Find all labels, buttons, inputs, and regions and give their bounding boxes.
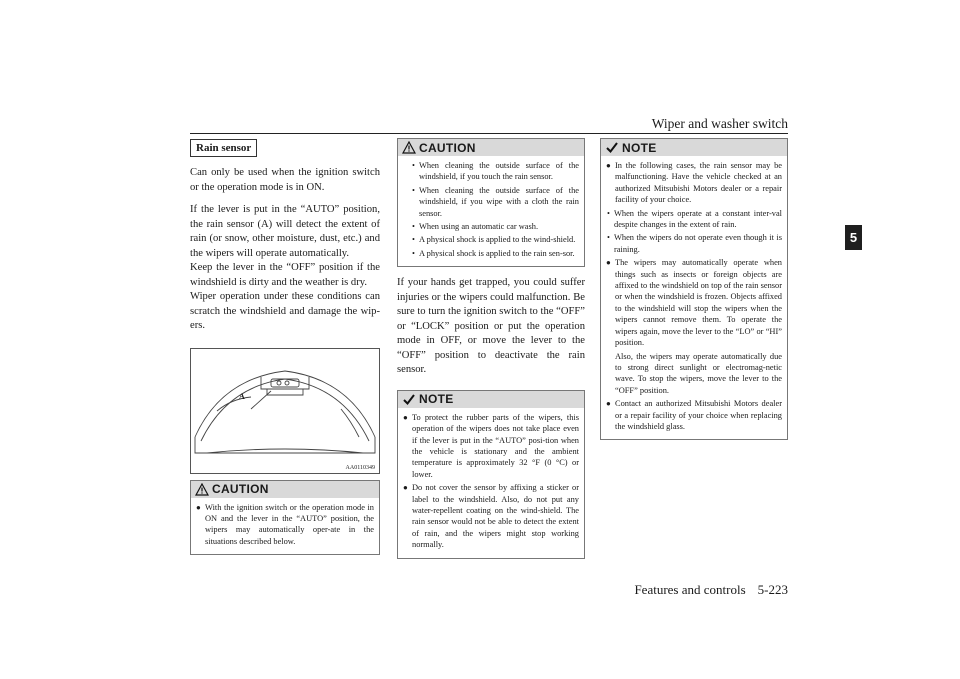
caution-title: CAUTION xyxy=(419,140,476,155)
dash-mark: • xyxy=(412,161,415,170)
caution-sub-item xyxy=(403,248,579,259)
rain-sensor-illustration xyxy=(190,348,380,474)
windshield-drawing xyxy=(191,349,379,473)
caution-bullet xyxy=(196,502,374,548)
bullet-mark: ● xyxy=(606,161,611,170)
paragraph: If the lever is put in the “AUTO” position, the rain sensor (A) will detect the extent of rain (or snow, other moisture, dust, etc.) and the wipers will operate automatically. xyxy=(190,204,380,259)
bullet-mark: ● xyxy=(403,483,408,493)
bullet-text: In the following cases, the rain sensor may be malfunctioning. Have the vehicle checked at an authorized Mitsubishi Motors dealer or a repair facility of your choice. xyxy=(615,161,782,205)
bullet-text: With the ignition switch or the operation mode in ON and the lever in the “AUTO” position, the wipers may automatically oper-ate in the situations described below. xyxy=(205,502,374,546)
sub-item-text: When the wipers do not operate even though it is raining. xyxy=(614,233,782,254)
note-box xyxy=(397,390,585,559)
dash-mark: • xyxy=(607,208,610,218)
sub-item-text: When cleaning the outside surface of the windshield, if you wipe with a cloth the rain sensor. xyxy=(419,185,579,218)
sub-item-text: A physical shock is applied to the rain sen-sor. xyxy=(419,248,575,258)
callout-label-a: A xyxy=(239,391,245,401)
note-bullet xyxy=(606,160,782,206)
page-footer xyxy=(634,582,788,598)
note-header xyxy=(601,139,787,156)
paragraph: If your hands get trapped, you could suffer injuries or the wipers could malfunction. Be sure to turn the ignition switch to the “OFF” or “LOCK” position or put the operation mode in OFF, or move the lever to the “OFF” position to deactivate the rain sensor. xyxy=(397,277,585,376)
note-sub-item xyxy=(606,208,782,231)
note-bullet xyxy=(403,412,579,480)
column-1 xyxy=(190,138,380,564)
note-box xyxy=(600,138,788,440)
note-sub-item xyxy=(606,232,782,255)
caution-header xyxy=(191,481,379,498)
dash-mark: • xyxy=(412,235,415,245)
column-3 xyxy=(600,138,788,449)
dash-mark: • xyxy=(412,222,415,232)
dash-mark: • xyxy=(412,248,415,258)
footer-section: Features and controls xyxy=(634,582,746,597)
sub-item-text: A physical shock is applied to the wind-shield. xyxy=(419,235,576,245)
paragraph: Keep the lever in the “OFF” position if the windshield is dirty and the weather is dry. xyxy=(190,262,380,288)
sub-item-text: When the wipers operate at a constant inter-val despite changes in the extent of rain. xyxy=(614,208,782,230)
warning-triangle-icon xyxy=(195,483,209,496)
bullet-mark: ● xyxy=(606,399,611,409)
note-bullet xyxy=(606,257,782,348)
page-number: 5-223 xyxy=(757,582,788,597)
caution-sub-item xyxy=(403,234,579,245)
caution-sub-item xyxy=(403,185,579,219)
bullet-text: To protect the rubber parts of the wipers, this operation of the wipers does not take place even if the lever is put in the “AUTO” posi-tion when the vehicle is stationary and the ambient temperature is approximately 32 °F (0 °C) or lower. xyxy=(412,412,579,479)
check-icon xyxy=(605,141,619,154)
caution-sub-item xyxy=(403,160,579,183)
note-bullet xyxy=(606,398,782,432)
dash-mark: • xyxy=(607,233,610,243)
illustration-code: AA0110349 xyxy=(345,464,375,471)
note-title: NOTE xyxy=(419,392,454,407)
bullet-text: Do not cover the sensor by affixing a sticker or label to the windshield. Also, do not put any water-repellent coating on the wind-shield. The rain sensor would not be able to detect the extent of rain, and the wipers might stop working normally. xyxy=(412,483,579,550)
chapter-tab: 5 xyxy=(845,225,862,250)
caution-header xyxy=(398,139,584,156)
bullet-mark: ● xyxy=(196,502,201,512)
check-icon xyxy=(402,393,416,406)
paragraph: Can only be used when the ignition switch or the operation mode is in ON. xyxy=(190,167,380,193)
note-bullet xyxy=(403,482,579,550)
sub-item-text: When cleaning the outside surface of the windshield, if you touch the rain sensor. xyxy=(419,161,579,182)
caution-title: CAUTION xyxy=(212,482,269,496)
section-title: Rain sensor xyxy=(190,139,257,157)
bullet-text: The wipers may automatically operate when things such as insects or foreign objects are affixed to the windshield on top of the rain sensor or when the windshield is frozen. Objects affixed to the windshield will stop the wipers when the wipers cannot remove them. To operate the wipers again, move the lever to the “LO” or “HI” position. xyxy=(615,258,782,348)
caution-sub-item xyxy=(403,221,579,232)
caution-box xyxy=(397,138,585,267)
page-header-title: Wiper and washer switch xyxy=(651,116,788,131)
column-2 xyxy=(397,138,585,568)
note-title: NOTE xyxy=(622,140,657,155)
paragraph: Wiper operation under these conditions can scratch the windshield and damage the wip-ers. xyxy=(190,291,380,331)
header-rule xyxy=(190,133,788,134)
note-bullet-continuation: Also, the wipers may operate automatically due to strong direct sunlight or electromag-netic wave. To stop the wipers, move the lever to the “OFF” position. xyxy=(615,351,782,395)
bullet-mark: ● xyxy=(403,412,408,422)
sub-item-text: When using an automatic car wash. xyxy=(419,222,539,232)
bullet-mark: ● xyxy=(606,258,611,268)
note-header xyxy=(398,391,584,408)
dash-mark: • xyxy=(412,185,415,195)
bullet-text: Contact an authorized Mitsubishi Motors dealer or a repair facility of your choice when replacing the windshield glass. xyxy=(615,399,782,431)
caution-box xyxy=(190,480,380,556)
warning-triangle-icon xyxy=(402,141,416,154)
